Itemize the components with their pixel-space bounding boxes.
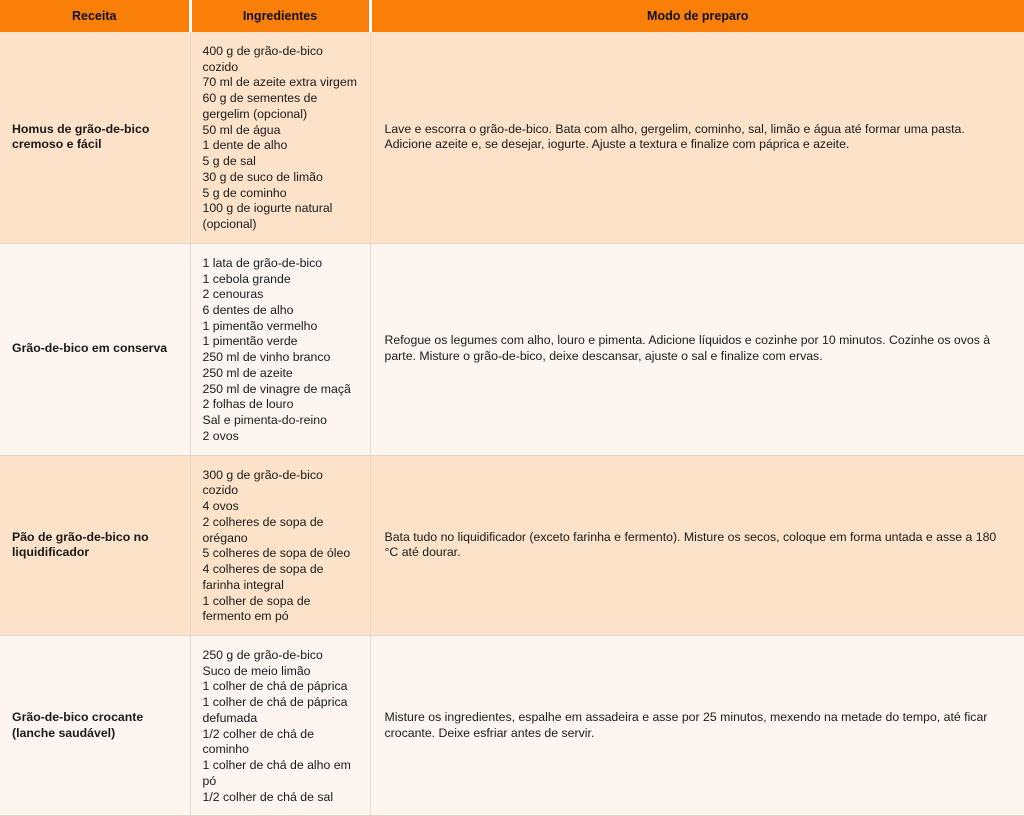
ingredient-item: 2 cenouras (202, 287, 264, 302)
ingredient-item: Sal e pimenta-do-reino (202, 413, 327, 428)
ingredient-item: 5 colheres de sopa de óleo (202, 546, 351, 561)
ingredient-item: 1 pimentão verde (202, 334, 298, 349)
ingredient-item: 70 ml de azeite extra virgem (202, 75, 357, 90)
ingredient-item: 60 g de sementes de gergelim (opcional) (202, 91, 318, 121)
ingredient-item: 4 colheres de sopa de farinha integral (202, 562, 324, 592)
ingredient-item: 300 g de grão-de-bico cozido (202, 467, 323, 498)
table-row (0, 243, 1024, 455)
ingredient-item: 1 colher de chá de páprica defumada (202, 695, 348, 725)
table-row (0, 455, 1024, 635)
column-header-receita: Receita (0, 0, 190, 32)
ingredient-item: 1/2 colher de chá de cominho (202, 726, 314, 757)
ingredient-item: 250 ml de azeite (202, 365, 293, 380)
cell-receita: Grão-de-bico crocante (lanche saudável) (0, 635, 190, 815)
table-row (0, 32, 1024, 243)
ingredient-item: 400 g de grão-de-bico cozido (202, 44, 323, 74)
ingredient-item: Suco de meio limão (202, 663, 311, 678)
ingredient-item: 250 ml de vinagre de maçã (202, 381, 351, 396)
table-row (0, 635, 1024, 815)
ingredient-item: 1 dente de alho (202, 138, 288, 153)
ingredient-item: 1 lata de grão-de-bico (202, 255, 323, 270)
table-header (0, 0, 1024, 32)
table-header-row (0, 0, 1024, 32)
ingredient-item: 100 g de iogurte natural (opcional) (202, 201, 333, 232)
ingredient-item: 250 g de grão-de-bico (202, 647, 323, 662)
cell-ingredientes (190, 32, 370, 243)
ingredient-item: 6 dentes de alho (202, 303, 294, 318)
ingredient-item: 2 colheres de sopa de orégano (202, 514, 324, 545)
cell-ingredientes (190, 243, 370, 455)
cell-modo-de-preparo: Refogue os legumes com alho, louro e pimenta. Adicione líquidos e cozinhe por 10 minutos. Cozinhe os ovos à parte. Misture o grão-de-bico, deixe descansar, ajuste o sal e finalize com ervas. (370, 243, 1024, 455)
cell-ingredientes (190, 635, 370, 815)
ingredient-item: 5 g de cominho (202, 185, 287, 200)
cell-modo-de-preparo: Lave e escorra o grão-de-bico. Bata com alho, gergelim, cominho, sal, limão e água até formar uma pasta. Adicione azeite e, se desejar, iogurte. Ajuste a textura e finalize com páprica e azeite. (370, 32, 1024, 243)
cell-receita: Homus de grão-de-bico cremoso e fácil (0, 32, 190, 243)
cell-ingredientes (190, 455, 370, 635)
ingredient-item: 1/2 colher de chá de sal (202, 789, 334, 804)
ingredient-item: 2 ovos (202, 428, 239, 443)
column-header-ingredientes: Ingredientes (190, 0, 370, 32)
ingredient-item: 1 colher de sopa de fermento em pó (202, 593, 311, 624)
cell-receita: Pão de grão-de-bico no liquidificador (0, 455, 190, 635)
ingredient-item: 4 ovos (202, 499, 239, 514)
cell-receita: Grão-de-bico em conserva (0, 243, 190, 455)
ingredient-item: 1 colher de chá de alho em pó (202, 758, 351, 788)
table-body (0, 32, 1024, 816)
ingredient-item: 50 ml de água (202, 122, 281, 137)
ingredient-item: 250 ml de vinho branco (202, 350, 331, 365)
ingredient-item: 1 pimentão vermelho (202, 318, 318, 333)
ingredient-item: 30 g de suco de limão (202, 169, 323, 184)
ingredient-item: 2 folhas de louro (202, 397, 294, 412)
cell-modo-de-preparo: Misture os ingredientes, espalhe em assadeira e asse por 25 minutos, mexendo na metade do tempo, até ficar crocante. Deixe esfriar antes de servir. (370, 635, 1024, 815)
cell-modo-de-preparo: Bata tudo no liquidificador (exceto farinha e fermento). Misture os secos, coloque em forma untada e asse a 180 °C até dourar. (370, 455, 1024, 635)
ingredient-item: 5 g de sal (202, 154, 256, 169)
ingredient-item: 1 colher de chá de páprica (202, 679, 348, 694)
column-header-modo-de-preparo: Modo de preparo (370, 0, 1024, 32)
ingredient-item: 1 cebola grande (202, 271, 291, 286)
